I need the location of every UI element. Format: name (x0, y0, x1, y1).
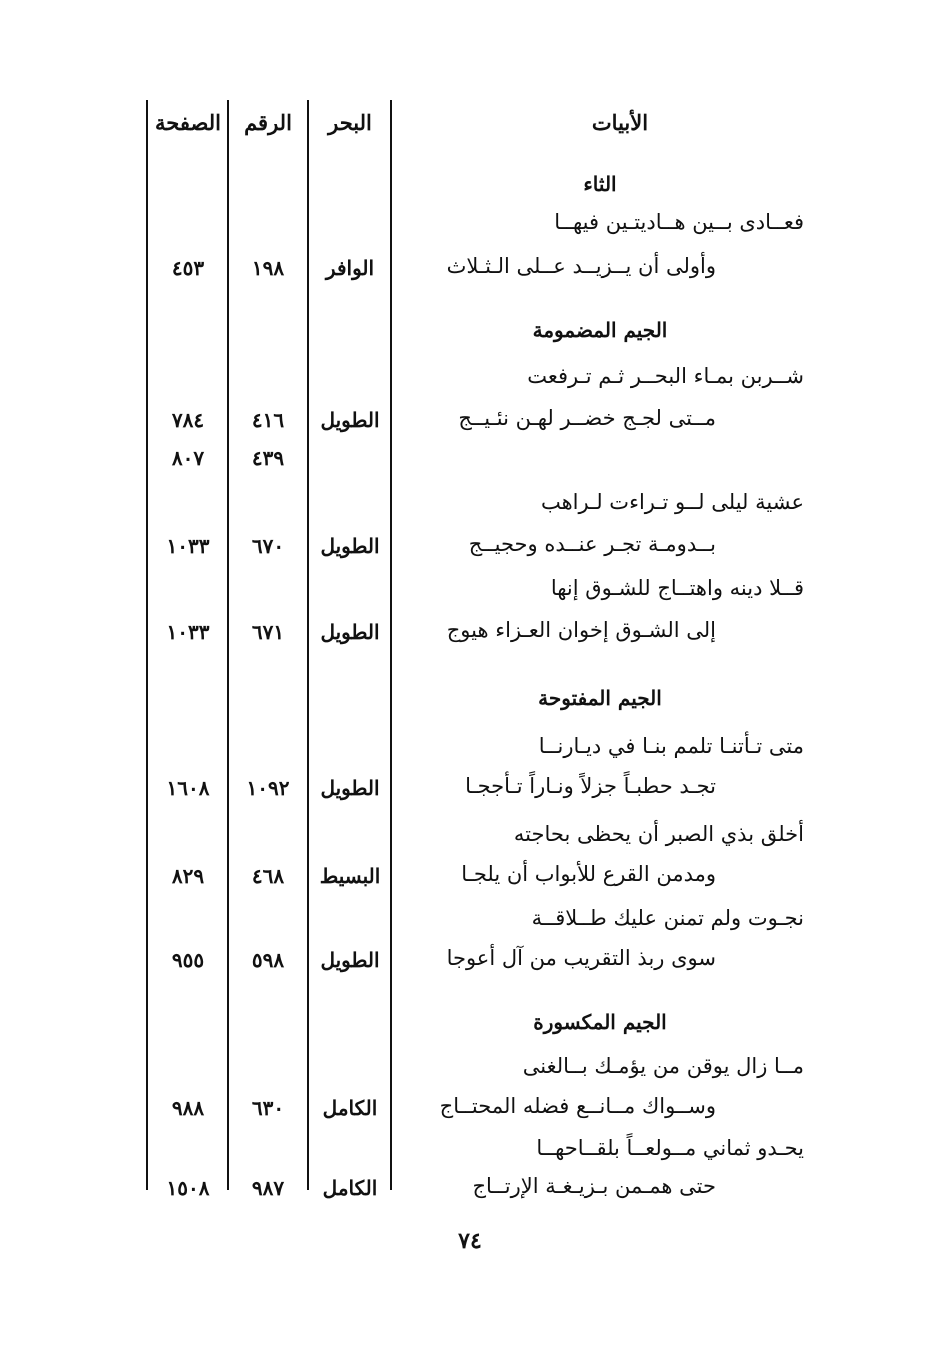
verse-line: أخلق بذي الصبر أن يحظى بحاجته (513, 822, 804, 846)
verse-line: فعــادى بــين هــاديتـين فيهــا (554, 210, 804, 234)
verse-line: حتى همـمن بـزيـغـة الإرتــاج (472, 1174, 716, 1198)
meter-cell: الطويل (320, 408, 380, 432)
number-cell: ١٩٨ (251, 256, 285, 280)
page-cell: ٩٨٨ (171, 1096, 205, 1120)
verse-line: يحـدو ثماني مــولعــاً بلقــاحهــا (536, 1136, 804, 1160)
meter-cell: الطويل (320, 620, 380, 644)
meter-cell: الكامل (322, 1176, 378, 1200)
meter-cell: الطويل (320, 948, 380, 972)
header-page: الصفحة (155, 110, 221, 135)
number-cell: ٦٧٠ (251, 534, 285, 558)
page-number: ٧٤ (458, 1228, 482, 1254)
page-cell: ١٠٣٣ (166, 620, 210, 644)
section-heading: الجيم المضمومة (532, 318, 668, 342)
verse-line: عشية ليلى لــو تـراءت لـراهب (540, 490, 804, 514)
page-cell: ٩٥٥ (171, 948, 205, 972)
verse-line: مــتى لجـج خضــر لهـن نئـيــج (458, 406, 716, 430)
page-cell: ١٦٠٨ (166, 776, 210, 800)
page-cell: ٨٢٩ (171, 864, 205, 888)
number-cell: ٥٩٨ (251, 948, 285, 972)
verse-line: قــلا دينه واهتــاج للشـوق إنها (550, 576, 804, 600)
number-cell: ٤٦٨ (251, 864, 285, 888)
verse-line: تجـد حطبـاً جزلاً ونـاراً تـأججـا (465, 774, 716, 798)
meter-cell: الطويل (320, 776, 380, 800)
section-heading: الجيم المكسورة (533, 1010, 667, 1034)
number-cell: ٤١٦ (251, 408, 285, 432)
column-rule-right (390, 100, 392, 1190)
header-verses: الأبيات (591, 110, 649, 135)
verse-line: بــدومـة تجـر عنــده وحجيــج (468, 532, 716, 556)
page-cell: ١٠٣٣ (166, 534, 210, 558)
number-cell: ١٠٩٢ (246, 776, 290, 800)
number-cell: ٩٨٧ (251, 1176, 285, 1200)
verse-line: ومدمن القرع للأبواب أن يلجـا (461, 862, 716, 886)
verse-line: وســواك مــانــع فضله المحتــاج (439, 1094, 716, 1118)
header-number: الرقم (244, 110, 292, 135)
section-heading: الثاء (583, 172, 617, 196)
verse-line: نجـوت ولم تمنن عليك طــلاقــة (531, 906, 804, 930)
column-rule-outer (146, 100, 148, 1190)
meter-cell: الكامل (322, 1096, 378, 1120)
meter-cell: الطويل (320, 534, 380, 558)
verse-line: إلى الشـوق إخوان العـزاء هيوج (446, 618, 716, 642)
verse-line: شــربن بمـاء البحــر ثـم تـرفعت (527, 364, 804, 388)
column-rule-mid (307, 100, 309, 1190)
meter-cell: الوافر (325, 256, 375, 280)
column-rule-left (227, 100, 229, 1190)
number-cell: ٤٣٩ (251, 446, 285, 470)
verse-line: مــا زال يوقن من يؤمـك بــالغنى (522, 1054, 804, 1078)
verse-line: وأولى أن يــزيــد عــلى الـثـلاث (446, 254, 716, 278)
section-heading: الجيم المفتوحة (538, 686, 662, 710)
page-cell: ٤٥٣ (171, 256, 205, 280)
header-meter: البحر (328, 110, 372, 135)
number-cell: ٦٣٠ (251, 1096, 285, 1120)
meter-cell: البسيط (319, 864, 381, 888)
verse-line: متى تـأتنـا تلمم بنـا في ديـارنــا (538, 734, 804, 758)
verse-line: سوى ربذ التقريب من آل أعوجا (446, 946, 716, 970)
number-cell: ٦٧١ (251, 620, 285, 644)
page-cell: ٧٨٤ (171, 408, 205, 432)
page-cell: ١٥٠٨ (166, 1176, 210, 1200)
page-cell: ٨٠٧ (171, 446, 205, 470)
